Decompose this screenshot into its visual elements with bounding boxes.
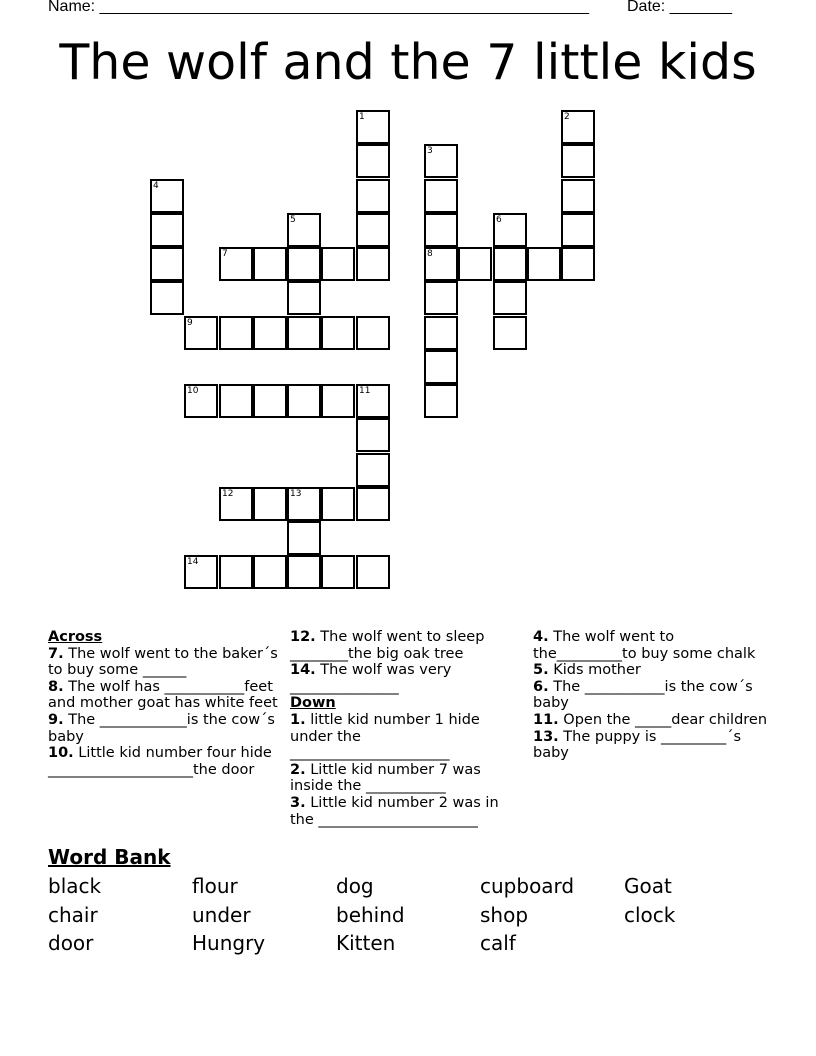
- crossword-cell[interactable]: [356, 247, 390, 281]
- clue-number: 5: [290, 215, 296, 225]
- crossword-cell[interactable]: [424, 144, 458, 178]
- clue-across-14: 14. The wolf was very _______________: [290, 662, 452, 695]
- clue-down-3: 3. Little kid number 2 was in the ______________________: [290, 794, 499, 828]
- word-bank-item: door: [48, 931, 94, 955]
- word-bank-item: chair: [48, 903, 98, 927]
- clue-number: 14: [187, 557, 199, 567]
- word-bank-item: flour: [192, 874, 238, 898]
- crossword-cell[interactable]: [424, 179, 458, 213]
- crossword-cell[interactable]: [150, 179, 184, 213]
- crossword-cell[interactable]: [493, 316, 527, 350]
- word-bank-item: behind: [336, 903, 405, 927]
- word-bank-item: black: [48, 874, 102, 898]
- crossword-cell[interactable]: [321, 247, 355, 281]
- crossword-cell[interactable]: [219, 384, 253, 418]
- word-bank-item: Kitten: [336, 931, 396, 955]
- crossword-cell[interactable]: [424, 247, 458, 281]
- crossword-cell[interactable]: [219, 487, 253, 521]
- crossword-cell[interactable]: [253, 384, 287, 418]
- clues-column-3: [533, 629, 778, 762]
- crossword-cell[interactable]: [424, 281, 458, 315]
- clues-column-2: [290, 629, 515, 828]
- crossword-cell[interactable]: [561, 247, 595, 281]
- clue-number: 13: [290, 489, 302, 499]
- page-title: The wolf and the 7 little kids: [59, 34, 757, 91]
- clue-number: 8: [427, 249, 433, 259]
- crossword-cell[interactable]: [184, 384, 218, 418]
- clue-across-10: 10. Little kid number four hide ____________________the door: [48, 745, 272, 778]
- word-bank-item: under: [192, 903, 251, 927]
- crossword-cell[interactable]: [321, 555, 355, 589]
- crossword-cell[interactable]: [287, 247, 321, 281]
- crossword-cell[interactable]: [561, 144, 595, 178]
- crossword-cell[interactable]: [321, 316, 355, 350]
- crossword-cell[interactable]: [561, 179, 595, 213]
- crossword-cell[interactable]: [356, 144, 390, 178]
- crossword-cell[interactable]: [219, 555, 253, 589]
- crossword-cell[interactable]: [356, 555, 390, 589]
- clue-number: 10: [187, 386, 199, 396]
- crossword-cell[interactable]: [321, 384, 355, 418]
- crossword-cell[interactable]: [287, 281, 321, 315]
- crossword-cell[interactable]: [356, 179, 390, 213]
- clue-number: 1: [359, 112, 365, 122]
- word-bank-item: clock: [624, 903, 676, 927]
- crossword-cell[interactable]: [219, 316, 253, 350]
- crossword-cell[interactable]: [253, 487, 287, 521]
- clue-number: 7: [222, 249, 228, 259]
- word-bank-item: cupboard: [480, 874, 575, 898]
- word-bank-item: dog: [336, 874, 374, 898]
- date-field-label: Date: _______: [627, 0, 732, 15]
- crossword-cell[interactable]: [321, 487, 355, 521]
- word-bank-item: shop: [480, 903, 529, 927]
- crossword-cell[interactable]: [253, 247, 287, 281]
- clue-across-12: 12. The wolf went to sleep ________the big oak tree: [290, 629, 485, 662]
- crossword-cell[interactable]: [150, 213, 184, 247]
- crossword-cell[interactable]: [424, 213, 458, 247]
- crossword-cell[interactable]: [184, 555, 218, 589]
- crossword-cell[interactable]: [493, 213, 527, 247]
- crossword-cell[interactable]: [287, 487, 321, 521]
- crossword-cell[interactable]: [356, 418, 390, 452]
- crossword-cell[interactable]: [287, 316, 321, 350]
- crossword-cell[interactable]: [150, 247, 184, 281]
- word-bank-item: Hungry: [192, 931, 266, 955]
- clue-down-2: 2. Little kid number 7 was inside the ___________: [290, 761, 481, 795]
- clue-number: 12: [222, 489, 234, 499]
- crossword-cell[interactable]: [493, 247, 527, 281]
- crossword-cell[interactable]: [356, 110, 390, 144]
- across-heading: Across: [48, 629, 103, 645]
- crossword-cell[interactable]: [458, 247, 492, 281]
- word-bank-item: Goat: [624, 874, 672, 898]
- crossword-cell[interactable]: [356, 384, 390, 418]
- crossword-cell[interactable]: [356, 213, 390, 247]
- clue-across-9: 9. The ____________is the cow´s baby: [48, 711, 275, 745]
- crossword-cell[interactable]: [219, 247, 253, 281]
- crossword-cell[interactable]: [424, 350, 458, 384]
- clue-down-1: 1. little kid number 1 hide under the ______________________: [290, 711, 480, 762]
- crossword-cell[interactable]: [561, 213, 595, 247]
- crossword-cell[interactable]: [287, 213, 321, 247]
- crossword-cell[interactable]: [287, 384, 321, 418]
- crossword-cell[interactable]: [424, 316, 458, 350]
- word-bank-title: Word Bank: [48, 845, 171, 869]
- clue-down-6: 6. The ___________is the cow´s baby: [533, 678, 753, 712]
- clue-number: 11: [359, 386, 371, 396]
- crossword-cell[interactable]: [287, 555, 321, 589]
- clue-across-7: 7. The wolf went to the baker´s to buy some ______: [48, 645, 278, 679]
- crossword-cell[interactable]: [493, 281, 527, 315]
- crossword-cell[interactable]: [356, 316, 390, 350]
- clue-number: 6: [496, 215, 502, 225]
- clue-down-11: 11. Open the _____dear children: [533, 711, 768, 728]
- clue-down-4: 4. The wolf went to the_________to buy some chalk: [533, 629, 756, 662]
- word-bank-item: calf: [480, 931, 516, 955]
- crossword-cell[interactable]: [287, 521, 321, 555]
- clues-column-1: [48, 629, 283, 778]
- crossword-cell[interactable]: [253, 555, 287, 589]
- crossword-cell[interactable]: [561, 110, 595, 144]
- clue-down-5: 5. Kids mother: [533, 662, 641, 679]
- clue-number: 9: [187, 318, 193, 328]
- clue-number: 3: [427, 146, 433, 156]
- crossword-cell[interactable]: [184, 316, 218, 350]
- name-field-label: Name: _______________________________________________________: [48, 0, 589, 15]
- crossword-cell[interactable]: [356, 453, 390, 487]
- clue-across-8: 8. The wolf has ___________feet and mother goat has white feet: [48, 678, 278, 712]
- crossword-cell[interactable]: [356, 487, 390, 521]
- down-heading: Down: [290, 695, 336, 712]
- clue-number: 2: [564, 112, 570, 122]
- crossword-cell[interactable]: [527, 247, 561, 281]
- clue-down-13: 13. The puppy is _________´s baby: [533, 728, 742, 762]
- crossword-cell[interactable]: [424, 384, 458, 418]
- crossword-cell[interactable]: [253, 316, 287, 350]
- crossword-cell[interactable]: [150, 281, 184, 315]
- clue-number: 4: [153, 181, 159, 191]
